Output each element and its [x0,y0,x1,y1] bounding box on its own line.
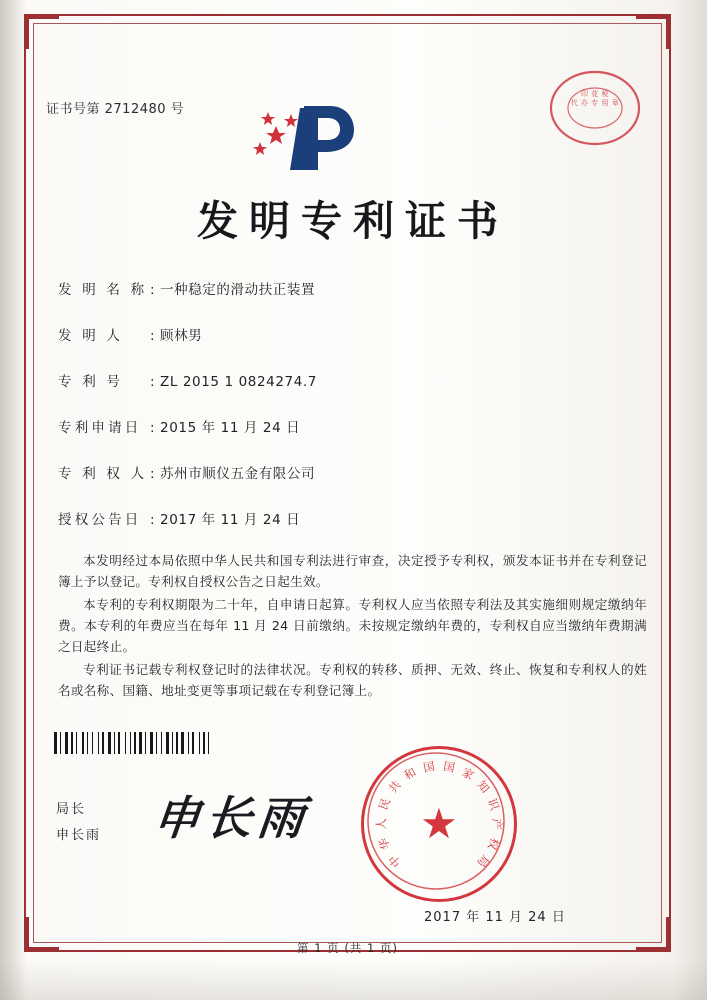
field-list [58,278,649,554]
field-patentee [58,462,649,482]
field-label: 授权公告日 [58,512,142,528]
page-title: 发明专利证书 [197,197,509,245]
field-value: 一种稳定的滑动扶正装置 [160,282,316,298]
field-label: 专利申请日 [58,420,142,436]
legal-paragraph: 本发明经过本局依照中华人民共和国专利法进行审查，决定授予专利权，颁发本证书并在专利登记簿上予以登记。专利权自授权公告之日起生效。 [58,553,647,589]
director-name: 申长雨 [56,828,102,843]
page-footer: 第 1 页 (共 1 页) [297,941,398,955]
scan-edge-bottom [0,960,707,1000]
field-value: 2015 年 11 月 24 日 [160,420,301,436]
national-seal-ring-text: 中 华 人 民 共 和 国 国 家 知 识 产 权 局 [374,758,504,871]
national-seal [361,746,517,902]
field-application-date [58,416,649,436]
field-label: 专 利 号 [58,374,124,390]
tax-agent-stamp-text: 印 花 税 代 办 专 用 章 [570,90,620,107]
field-grant-date [58,508,649,528]
field-label: 专 利 权 人 [58,466,148,482]
field-colon: : [150,282,155,298]
scan-edge-left [0,0,26,1000]
field-inventor [58,324,649,344]
star-icon: ★ [420,799,458,848]
field-label: 发 明 人 [58,328,124,344]
legal-text [58,550,647,703]
field-colon: : [150,512,155,528]
seal-date: 2017 年 11 月 24 日 [424,910,566,925]
field-invention-title [58,278,649,298]
director-signature: 申长雨 [150,791,313,845]
legal-paragraph: 专利证书记载专利权登记时的法律状况。专利权的转移、质押、无效、终止、恢复和专利权人的姓名或名称、国籍、地址变更等事项记载在专利登记簿上。 [58,662,647,698]
certificate-number: 证书号第 2712480 号 [46,102,185,117]
field-patent-number [58,370,649,390]
field-colon: : [150,374,155,390]
certificate-content [46,40,649,955]
field-value: 2017 年 11 月 24 日 [160,512,301,528]
director-label: 局长 [56,802,87,817]
scan-edge-right [673,0,707,1000]
sipo-logo-icon [246,100,376,175]
barcode [54,732,244,754]
field-colon: : [150,328,155,344]
tax-agent-stamp [547,68,643,148]
field-colon: : [150,420,155,436]
field-label: 发 明 名 称 [58,282,148,298]
legal-paragraph: 本专利的专利权期限为二十年，自申请日起算。专利权人应当依照专利法及其实施细则规定缴纳年费。本专利的年费应当在每年 11 月 24 日前缴纳。未按规定缴纳年费的，专利权自应当缴纳年费期满之日起终止。 [58,597,647,654]
field-colon: : [150,466,155,482]
field-value: 顾林男 [160,328,203,344]
field-value: ZL 2015 1 0824274.7 [160,374,317,390]
field-value: 苏州市顺仪五金有限公司 [160,466,316,482]
